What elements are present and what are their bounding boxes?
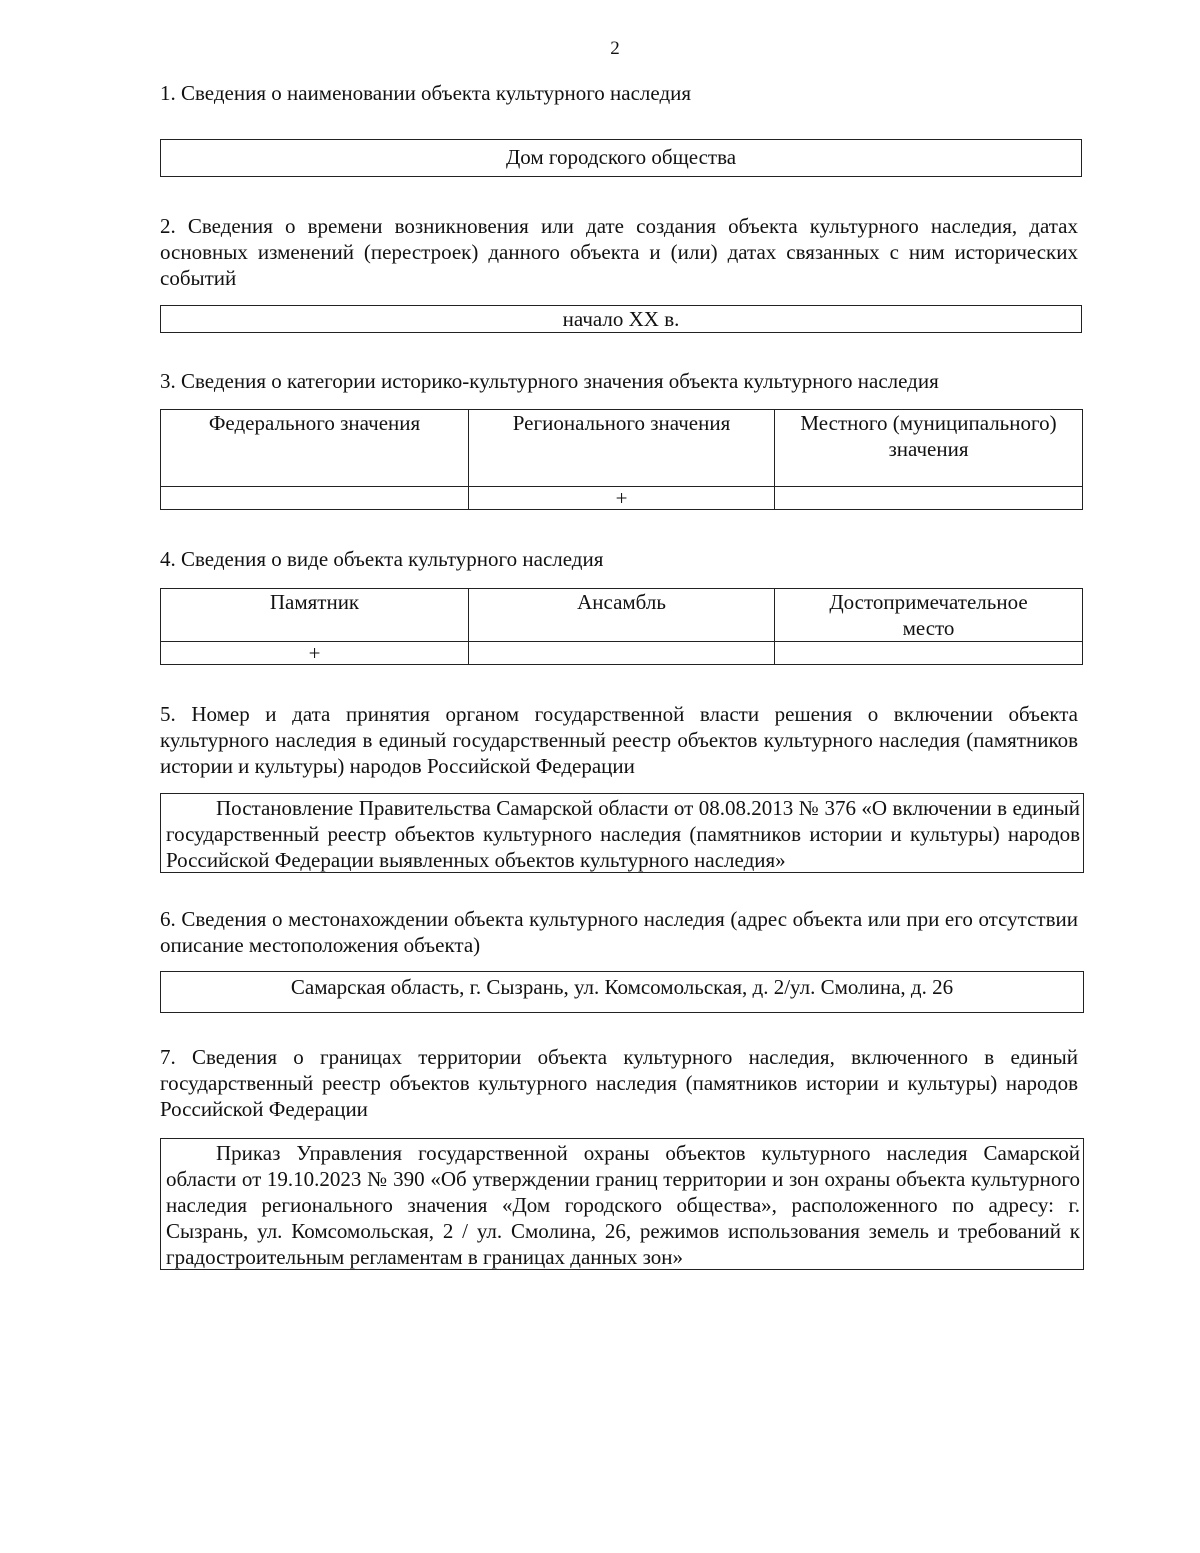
category-header-row xyxy=(161,410,1083,487)
object-name-box xyxy=(160,139,1082,177)
category-local-header: Местного (муниципального) значения xyxy=(775,410,1083,487)
type-ensemble-mark xyxy=(469,642,775,665)
section-7-heading: 7. Сведения о границах территории объекта культурного наследия, включенного в единый государственный реестр объектов культурного наследия (памятников истории и культуры) народов Российской Федерации xyxy=(160,1045,1078,1121)
boundaries-text: Приказ Управления государственной охраны объектов культурного наследия Самарской области от 19.10.2023 № 390 «Об утверждении границ территории и зон охраны объекта культурного наследия регионального значения «Дом городского общества», расположенного по адресу: г. Сызрань, ул. Комсомольская, 2 / ул. Смолина, 26, режимов использования земель и требований к градостроительным регламентам в границах данных зон» xyxy=(166,1141,1080,1269)
location-box xyxy=(160,971,1084,1013)
category-federal-mark xyxy=(161,487,469,510)
type-header-row xyxy=(161,589,1083,642)
type-ensemble-header: Ансамбль xyxy=(469,589,775,642)
type-monument-mark: + xyxy=(161,642,469,665)
type-table xyxy=(160,588,1083,665)
category-federal-header: Федерального значения xyxy=(161,410,469,487)
type-monument-header: Памятник xyxy=(161,589,469,642)
section-4-heading: 4. Сведения о виде объекта культурного наследия xyxy=(160,547,604,571)
type-landmark-mark xyxy=(775,642,1083,665)
location-value: Самарская область, г. Сызрань, ул. Комсомольская, д. 2/ул. Смолина, д. 26 xyxy=(290,975,954,999)
category-regional-header: Регионального значения xyxy=(469,410,775,487)
registry-decision-text: Постановление Правительства Самарской области от 08.08.2013 № 376 «О включении в единый государственный реестр объектов культурного наследия (памятников истории и культуры) народов Российской Федерации выявленных объектов культурного наследия» xyxy=(166,796,1080,872)
creation-date-value: начало XX в. xyxy=(562,307,680,331)
category-regional-mark: + xyxy=(469,487,775,510)
type-mark-row xyxy=(161,642,1083,665)
section-6-heading: 6. Сведения о местонахождении объекта культурного наследия (адрес объекта или при его отсутствии описание местоположения объекта) xyxy=(160,907,1078,957)
creation-date-box xyxy=(160,305,1082,333)
type-landmark-header: Достопримечательное место xyxy=(775,589,1083,642)
category-mark-row xyxy=(161,487,1083,510)
object-name-value: Дом городского общества xyxy=(505,145,737,169)
section-1-heading: 1. Сведения о наименовании объекта культурного наследия xyxy=(160,81,692,105)
boundaries-box xyxy=(160,1138,1084,1270)
page-number: 2 xyxy=(610,38,620,59)
section-3-heading: 3. Сведения о категории историко-культурного значения объекта культурного наследия xyxy=(160,369,939,393)
category-local-mark xyxy=(775,487,1083,510)
section-5-heading: 5. Номер и дата принятия органом государственной власти решения о включении объекта культурного наследия в единый государственный реестр объектов культурного наследия (памятников истории и культуры) народов Российской Федерации xyxy=(160,702,1078,778)
registry-decision-box xyxy=(160,793,1084,873)
section-2-heading: 2. Сведения о времени возникновения или дате создания объекта культурного наследия, датах основных изменений (перестроек) данного объекта и (или) датах связанных с ним исторических событий xyxy=(160,214,1078,290)
category-table xyxy=(160,409,1083,510)
